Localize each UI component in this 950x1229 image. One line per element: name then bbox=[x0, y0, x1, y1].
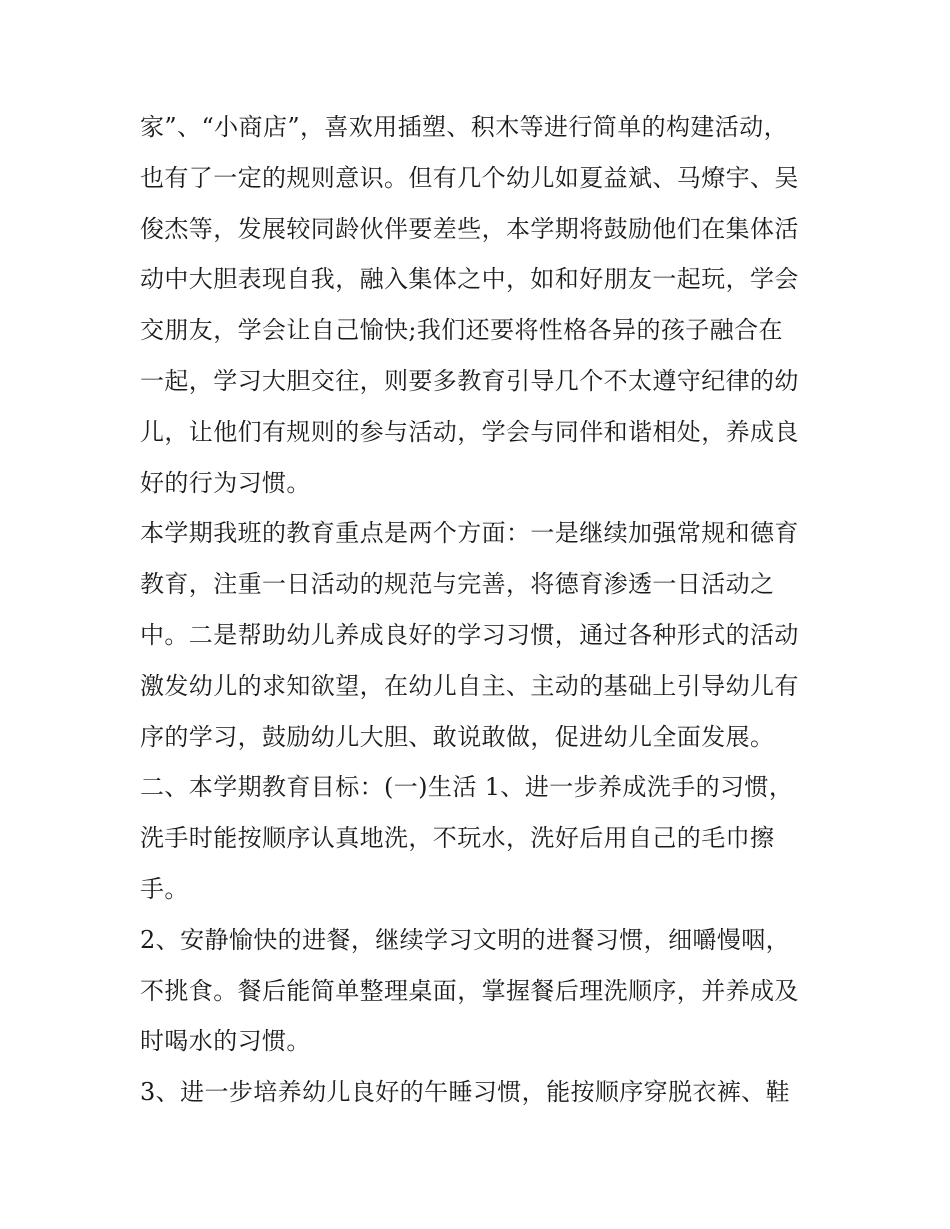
text-line: 本学期我班的教育重点是两个方面：一是继续加强常规和德育 bbox=[140, 519, 799, 548]
text-line: 家”、“小商店”，喜欢用插塑、积木等进行简单的构建活动， bbox=[140, 113, 789, 141]
text-line: 3、进一步培养幼儿良好的午睡习惯，能按顺序穿脱衣裤、鞋 bbox=[140, 1078, 791, 1107]
text-line: 洗手时能按顺序认真地洗，不玩水，洗好后用自己的毛巾擦 bbox=[140, 824, 775, 853]
text-line: 好的行为习惯。 bbox=[140, 468, 311, 497]
text-line: 激发幼儿的求知欲望，在幼儿自主、主动的基础上引导幼儿有 bbox=[140, 671, 799, 700]
text-line: 手。 bbox=[140, 874, 189, 903]
text-line: 儿，让他们有规则的参与活动，学会与同伴和谐相处，养成良 bbox=[140, 417, 799, 446]
text-line: 序的学习，鼓励幼儿大胆、敢说敢做，促进幼儿全面发展。 bbox=[140, 722, 775, 751]
text-line: 也有了一定的规则意识。但有几个幼儿如夏益斌、马燎宇、吴 bbox=[140, 163, 799, 192]
text-line: 2、安静愉快的进餐，继续学习文明的进餐习惯，细嚼慢咽， bbox=[140, 925, 791, 954]
text-line: 二、本学期教育目标：(一)生活 1、进一步养成洗手的习惯， bbox=[140, 773, 794, 802]
text-line: 时喝水的习惯。 bbox=[140, 1027, 311, 1056]
text-line: 俊杰等，发展较同龄伙伴要差些，本学期将鼓励他们在集体活 bbox=[140, 214, 799, 243]
text-line: 交朋友，学会让自己愉快;我们还要将性格各异的孩子融合在 bbox=[140, 316, 783, 345]
text-line: 中。二是帮助幼儿养成良好的学习习惯，通过各种形式的活动 bbox=[140, 620, 799, 649]
text-line: 教育，注重一日活动的规范与完善，将德育渗透一日活动之 bbox=[140, 570, 775, 599]
text-line: 一起，学习大胆交往，则要多教育引导几个不太遵守纪律的幼 bbox=[140, 366, 799, 395]
body-text bbox=[140, 102, 820, 1118]
text-line: 不挑食。餐后能简单整理桌面，掌握餐后理洗顺序，并养成及 bbox=[140, 976, 799, 1005]
text-line: 动中大胆表现自我，融入集体之中，如和好朋友一起玩，学会 bbox=[140, 265, 799, 294]
